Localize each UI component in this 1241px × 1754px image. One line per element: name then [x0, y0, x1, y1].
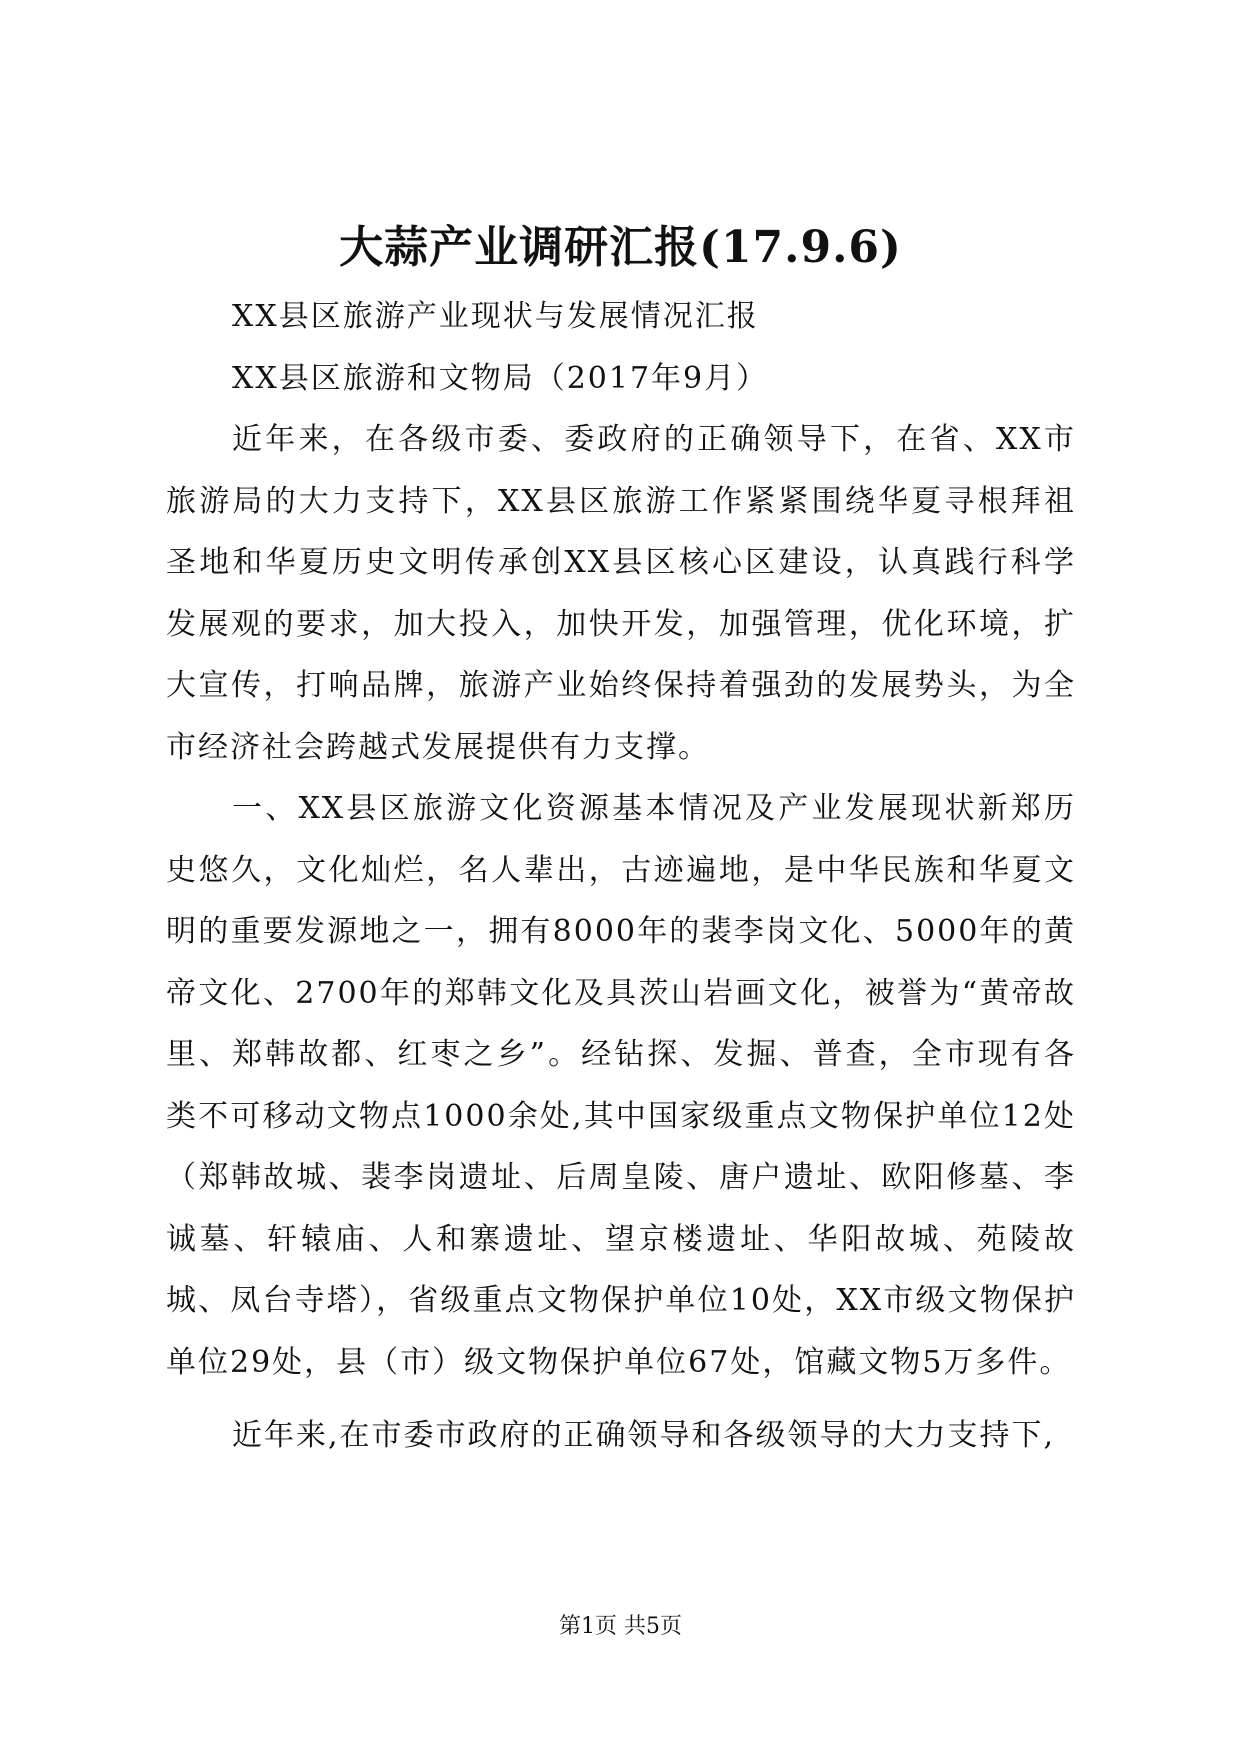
- paragraph-subtitle: XX县区旅游产业现状与发展情况汇报: [232, 299, 759, 334]
- document-title: 大蒜产业调研汇报(17.9.6): [339, 222, 902, 273]
- document-body: [166, 286, 1076, 1467]
- paragraph-author: XX县区旅游和文物局（2017年9月）: [232, 360, 769, 396]
- page-number: 第1页 共5页: [559, 1614, 682, 1639]
- paragraph-section-one: 一、XX县区旅游文化资源基本情况及产业发展现状新郑历史悠久，文化灿烂，名人辈出，古迹遍地，是中华民族和华夏文明的重要发源地之一，拥有8000年的裴李岗文化、5000年的黄帝文化、2700年的郑韩文化及具茨山岩画文化，被誉为“黄帝故里、郑韩故都、红枣之乡”。经钻探、发掘、普查，全市现有各类不可移动文物点1000余处,其中国家级重点文物保护单位12处（郑韩故城、裴李岗遗址、后周皇陵、唐户遗址、欧阳修墓、李诚墓、轩辕庙、人和寨遗址、望京楼遗址、华阳故城、苑陵故城、凤台寺塔），省级重点文物保护单位10处，XX市级文物保护单位29处，县（市）级文物保护单位67处，馆藏文物5万多件。: [166, 791, 1076, 1380]
- paragraph-recent-years: 近年来,在市委市政府的正确领导和各级领导的大力支持下,: [232, 1418, 1056, 1453]
- paragraph-intro: 近年来，在各级市委、委政府的正确领导下，在省、XX市旅游局的大力支持下，XX县区旅游工作紧紧围绕华夏寻根拜祖圣地和华夏历史文明传承创XX县区核心区建设，认真践行科学发展观的要求，加大投入，加快开发，加强管理，优化环境，扩大宣传，打响品牌，旅游产业始终保持着强劲的发展势头，为全市经济社会跨越式发展提供有力支撑。: [166, 422, 1076, 765]
